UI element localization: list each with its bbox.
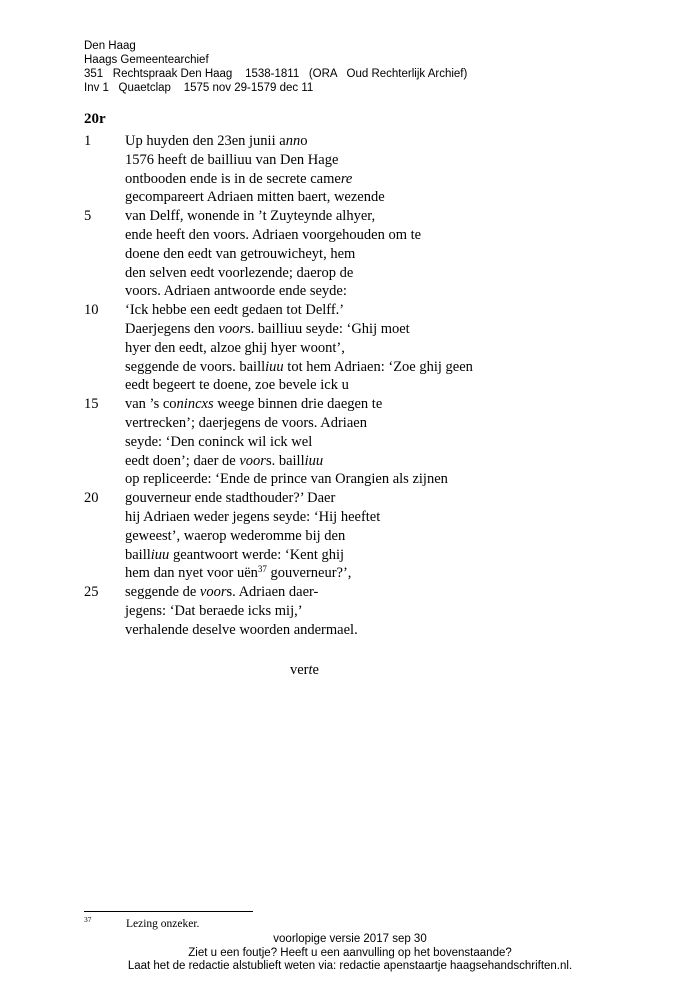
text-segment: gouverneur ende stadthouder?’ Daer [125, 490, 336, 507]
line-text [125, 282, 347, 301]
text-segment: vertrecken’; daerjegens de voors. Adriaen [125, 414, 367, 431]
line-text [125, 564, 351, 583]
text-segment: hem dan nyet voor uën [125, 565, 258, 582]
text-segment: hyer den eedt, alzoe ghij hyer woont’, [125, 339, 345, 356]
line-text [125, 452, 323, 471]
text-segment: s. Adriaen daer- [226, 584, 319, 601]
line-number: 5 [84, 208, 92, 225]
header-inventory: Inv 1 Quaetclap 1575 nov 29-1579 dec 11 [84, 82, 314, 94]
expanded-abbreviation: voor [239, 452, 266, 469]
line-number: 25 [84, 584, 99, 601]
text-segment: eedt begeert te doene, zoe bevele ick u [125, 377, 349, 394]
line-text [125, 395, 382, 414]
line-text [125, 470, 448, 489]
line-text [125, 245, 355, 264]
line-text [125, 301, 344, 320]
expanded-abbreviation: nincxs [176, 396, 214, 413]
line-text [125, 508, 380, 527]
text-segment: op repliceerde: ‘Ende de prince van Orangien als zijnen [125, 471, 448, 488]
text-segment: Daerjegens den [125, 320, 219, 337]
text-segment: verhalende deselve woorden andermael. [125, 621, 358, 638]
text-segment: s. baill [265, 452, 305, 469]
text-segment: o [300, 133, 308, 149]
footer-question: Ziet u een foutje? Heeft u een aanvulling op het bovenstaande? [188, 946, 512, 959]
footnote-number: 37 [84, 915, 92, 924]
text-segment: ende heeft den voors. Adriaen voorgehouden om te [125, 226, 422, 243]
text-segment: geweest’, waerop wederomme bij den [125, 527, 346, 544]
line-text [125, 358, 473, 377]
line-text [125, 527, 345, 546]
page-footer [0, 933, 700, 974]
text-segment: van ’s co [125, 396, 177, 413]
text-segment: jegens: ‘Dat beraede icks mij,’ [125, 602, 303, 619]
text-segment: e [312, 662, 319, 678]
expanded-abbreviation: iuu [304, 452, 324, 469]
text-segment: hij Adriaen weder jegens seyde: ‘Hij heeftet [125, 508, 381, 525]
text-segment: gecompareert Adriaen mitten baert, wezende [125, 189, 385, 206]
text-segment: voors. Adriaen antwoorde ende seyde: [125, 283, 347, 300]
line-text [125, 433, 312, 452]
footer-contact: Laat het de redactie alstublieft weten via: redactie apenstaartje haagsehandschriften.nl. [127, 960, 573, 972]
footnote-text: Lezing onzeker. [126, 918, 200, 930]
expanded-abbreviation: iuu [265, 358, 284, 375]
line-text [125, 170, 352, 189]
text-segment: gouverneur?’, [266, 565, 352, 582]
line-text [125, 489, 335, 508]
folio-number: 20r [84, 111, 106, 127]
text-segment: weege binnen drie daegen te [213, 396, 383, 413]
text-segment: geantwoort werde: ‘Kent ghij [169, 546, 345, 563]
text-segment: seggende de voors. baill [125, 358, 266, 375]
line-text [125, 226, 421, 245]
line-text [125, 546, 344, 565]
expanded-abbreviation: voor [218, 320, 245, 337]
text-segment: Up huyden den 23en junii a [125, 133, 286, 149]
line-text [125, 376, 349, 395]
header-archive: Haags Gemeentearchief [84, 54, 209, 66]
line-number: 20 [84, 490, 99, 507]
expanded-abbreviation: re [340, 170, 353, 187]
footnote-reference: 37 [257, 564, 267, 575]
line-text [125, 132, 307, 151]
line-text [125, 339, 345, 358]
line-number: 1 [84, 133, 92, 149]
text-segment: van Delff, wonende in ’t Zuyteynde alhyer, [125, 208, 376, 225]
footer-version: voorlopige versie 2017 sep 30 [273, 933, 427, 945]
line-text [125, 621, 358, 640]
line-text [125, 207, 375, 226]
text-segment: eedt doen’; daer de [125, 452, 240, 469]
line-text [125, 414, 367, 433]
expanded-abbreviation: nn [285, 133, 301, 149]
expanded-abbreviation: t [308, 662, 313, 678]
header-collection: 351 Rechtspraak Den Haag 1538-1811 (ORA Oud Rechterlijk Archief) [84, 68, 468, 80]
line-text [125, 602, 303, 621]
line-text [125, 264, 353, 283]
expanded-abbreviation: iuu [150, 546, 170, 563]
line-text [125, 151, 338, 170]
text-segment: baill [125, 546, 151, 563]
text-segment: s. bailliuu seyde: ‘Ghij moet [245, 320, 410, 337]
footnote-divider [84, 911, 253, 912]
text-segment: den selven eedt voorlezende; daerop de [125, 264, 354, 281]
text-segment: doene den eedt van getrouwicheyt, hem [125, 245, 356, 262]
text-segment: ontbooden ende is in de secrete came [125, 170, 341, 187]
text-segment: tot hem Adriaen: ‘Zoe ghij geen [283, 358, 473, 375]
line-number: 10 [84, 302, 99, 319]
expanded-abbreviation: voor [199, 584, 227, 601]
text-segment: seggende de [125, 584, 200, 601]
line-text [125, 320, 410, 339]
line-number: 15 [84, 396, 99, 413]
header-city: Den Haag [84, 40, 136, 52]
line-text [125, 188, 385, 207]
line-text [125, 583, 318, 602]
text-segment: ‘Ick hebbe een eedt gedaen tot Delff.’ [125, 302, 345, 319]
archive-header [84, 39, 467, 95]
verte-note [290, 662, 319, 679]
text-segment: seyde: ‘Den coninck wil ick wel [125, 433, 313, 450]
text-segment: 1576 heeft de bailliuu van Den Hage [125, 151, 339, 168]
text-segment: ver [290, 662, 309, 678]
